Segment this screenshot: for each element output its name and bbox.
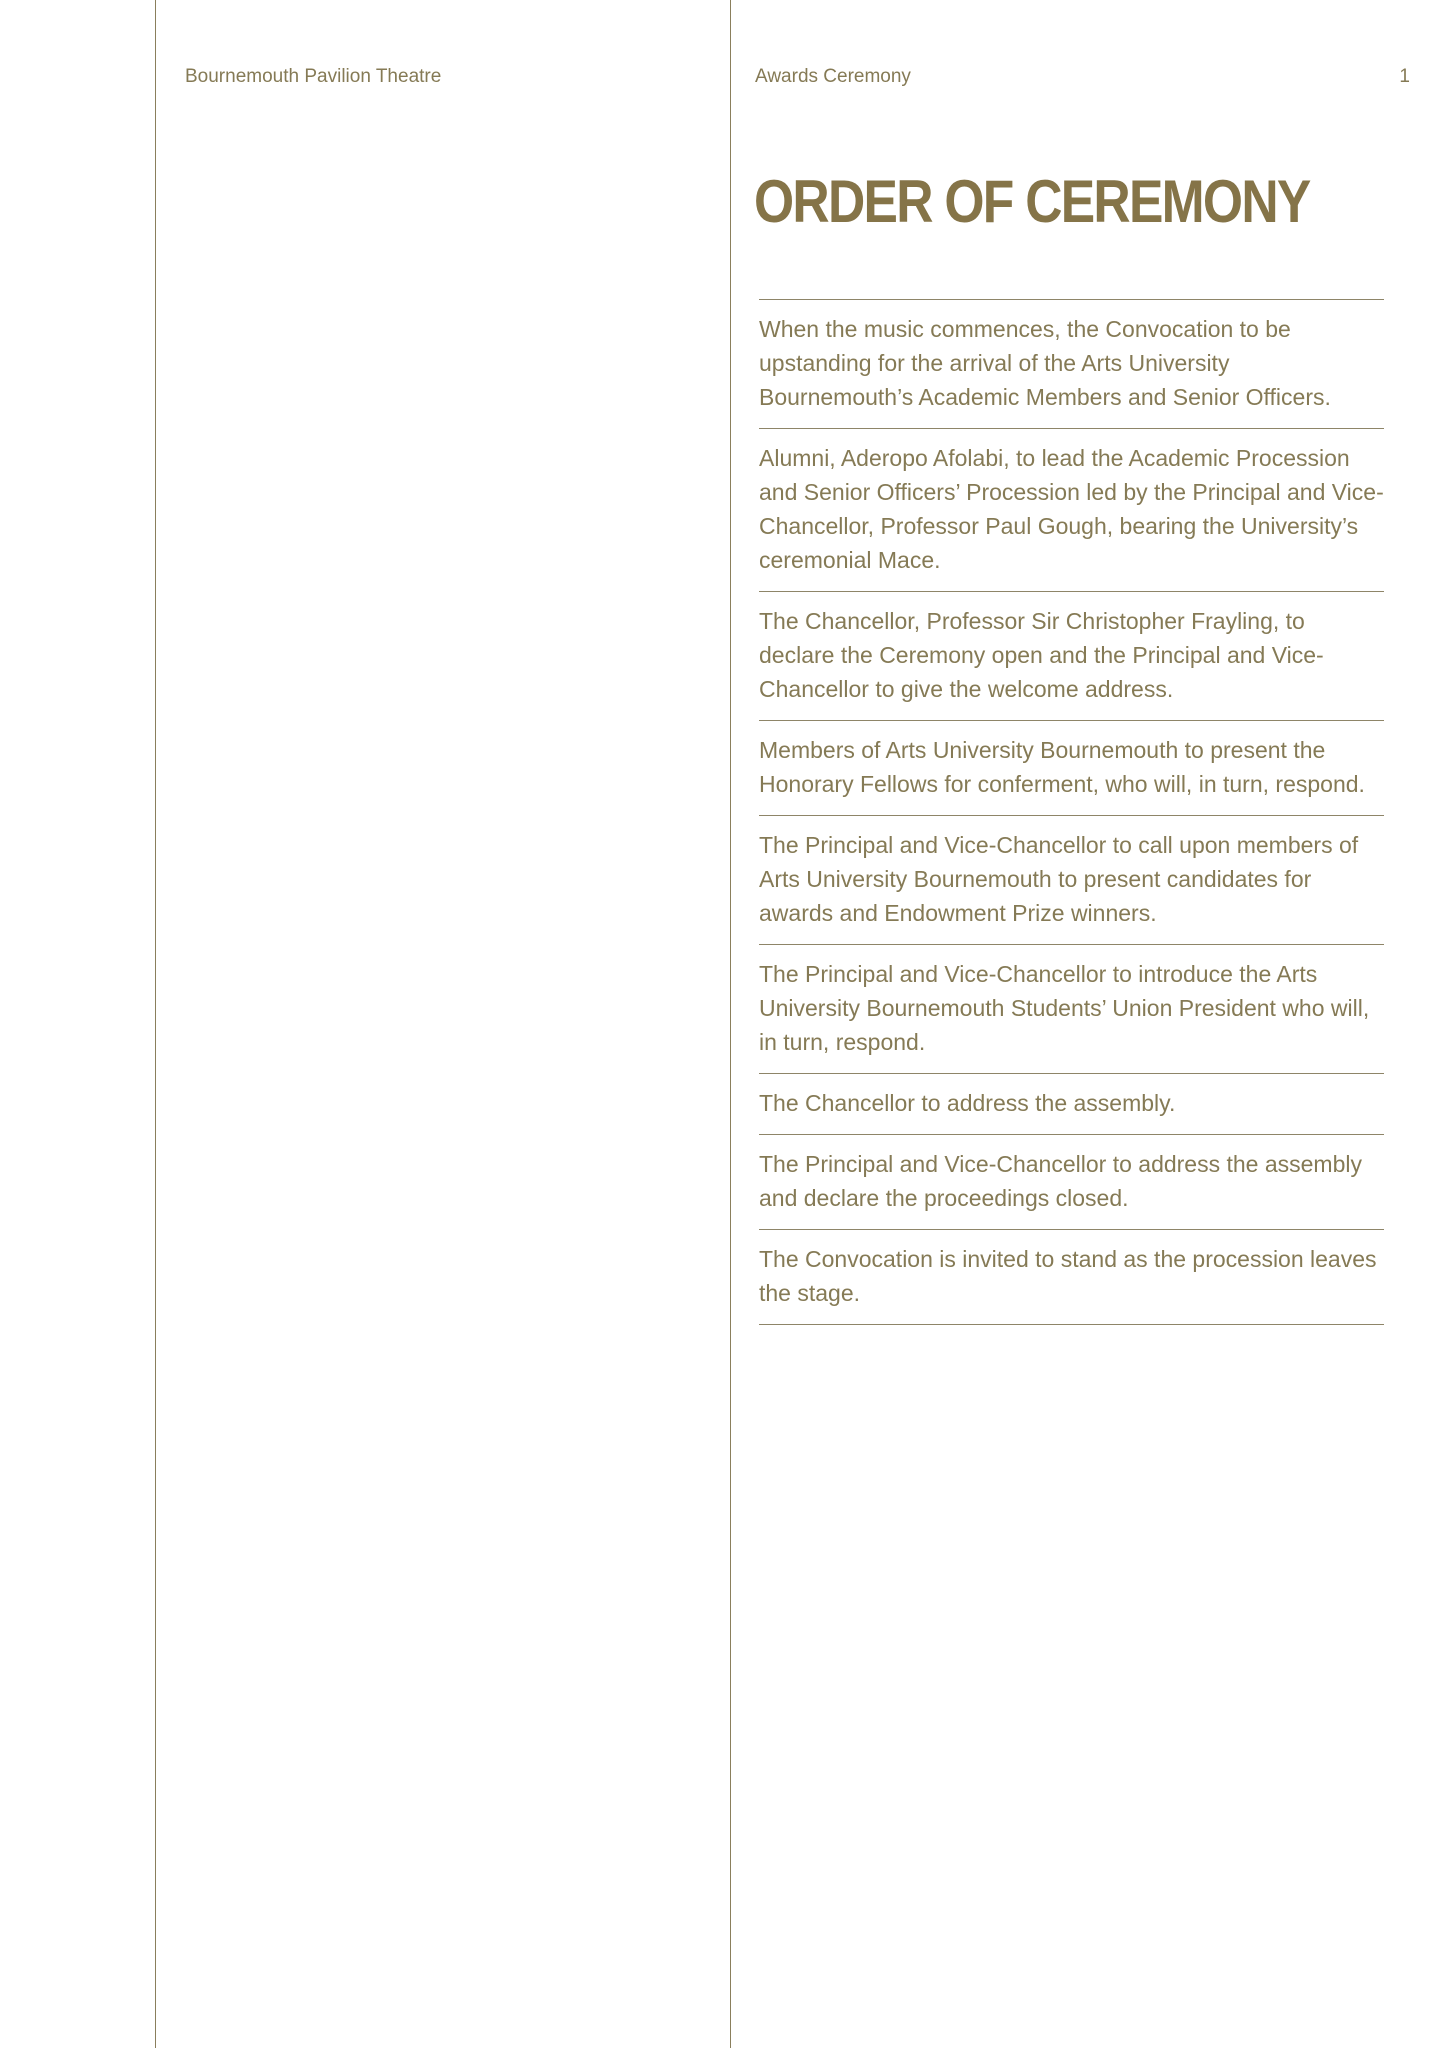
ceremony-step [759,816,1384,945]
ceremony-step-text: Members of Arts University Bournemouth to present the Honorary Fellows for conferment, who will, in turn, respond. [759,737,1365,797]
ceremony-steps-list [759,299,1384,1325]
ceremony-step [759,945,1384,1074]
ceremony-step-text: The Convocation is invited to stand as the procession leaves the stage. [759,1246,1377,1306]
page-title: ORDER OF CEREMONY [754,168,1310,235]
ceremony-step [759,592,1384,721]
ceremony-step [759,1074,1384,1135]
left-margin-rule [155,0,156,2048]
ceremony-step-text: The Principal and Vice-Chancellor to address the assembly and declare the proceedings closed. [759,1151,1362,1211]
center-column-rule [730,0,731,2048]
ceremony-step-text: The Principal and Vice-Chancellor to introduce the Arts University Bournemouth Students’ Union President who will, in turn, respond. [759,961,1370,1055]
ceremony-step-text: When the music commences, the Convocation to be upstanding for the arrival of the Arts University Bournemouth’s Academic Members and Senior Officers. [759,316,1331,410]
running-header-event: Awards Ceremony [755,66,911,87]
page-number: 1 [1399,66,1410,87]
ceremony-step-text: Alumni, Aderopo Afolabi, to lead the Academic Procession and Senior Officers’ Procession led by the Principal and Vice-Chancellor, Professor Paul Gough, bearing the University’s ceremonial Mace. [759,445,1384,573]
ceremony-step-text: The Chancellor, Professor Sir Christopher Frayling, to declare the Ceremony open and the Principal and Vice-Chancellor to give the welcome address. [759,608,1324,702]
running-header-venue: Bournemouth Pavilion Theatre [185,66,442,87]
ceremony-step [759,721,1384,816]
ceremony-step [759,1135,1384,1230]
ceremony-step [759,429,1384,592]
ceremony-step [759,1230,1384,1325]
ceremony-step-text: The Principal and Vice-Chancellor to call upon members of Arts University Bournemouth to present candidates for awards and Endowment Prize winners. [759,832,1359,926]
ceremony-step-text: The Chancellor to address the assembly. [759,1090,1176,1116]
ceremony-step [759,300,1384,429]
